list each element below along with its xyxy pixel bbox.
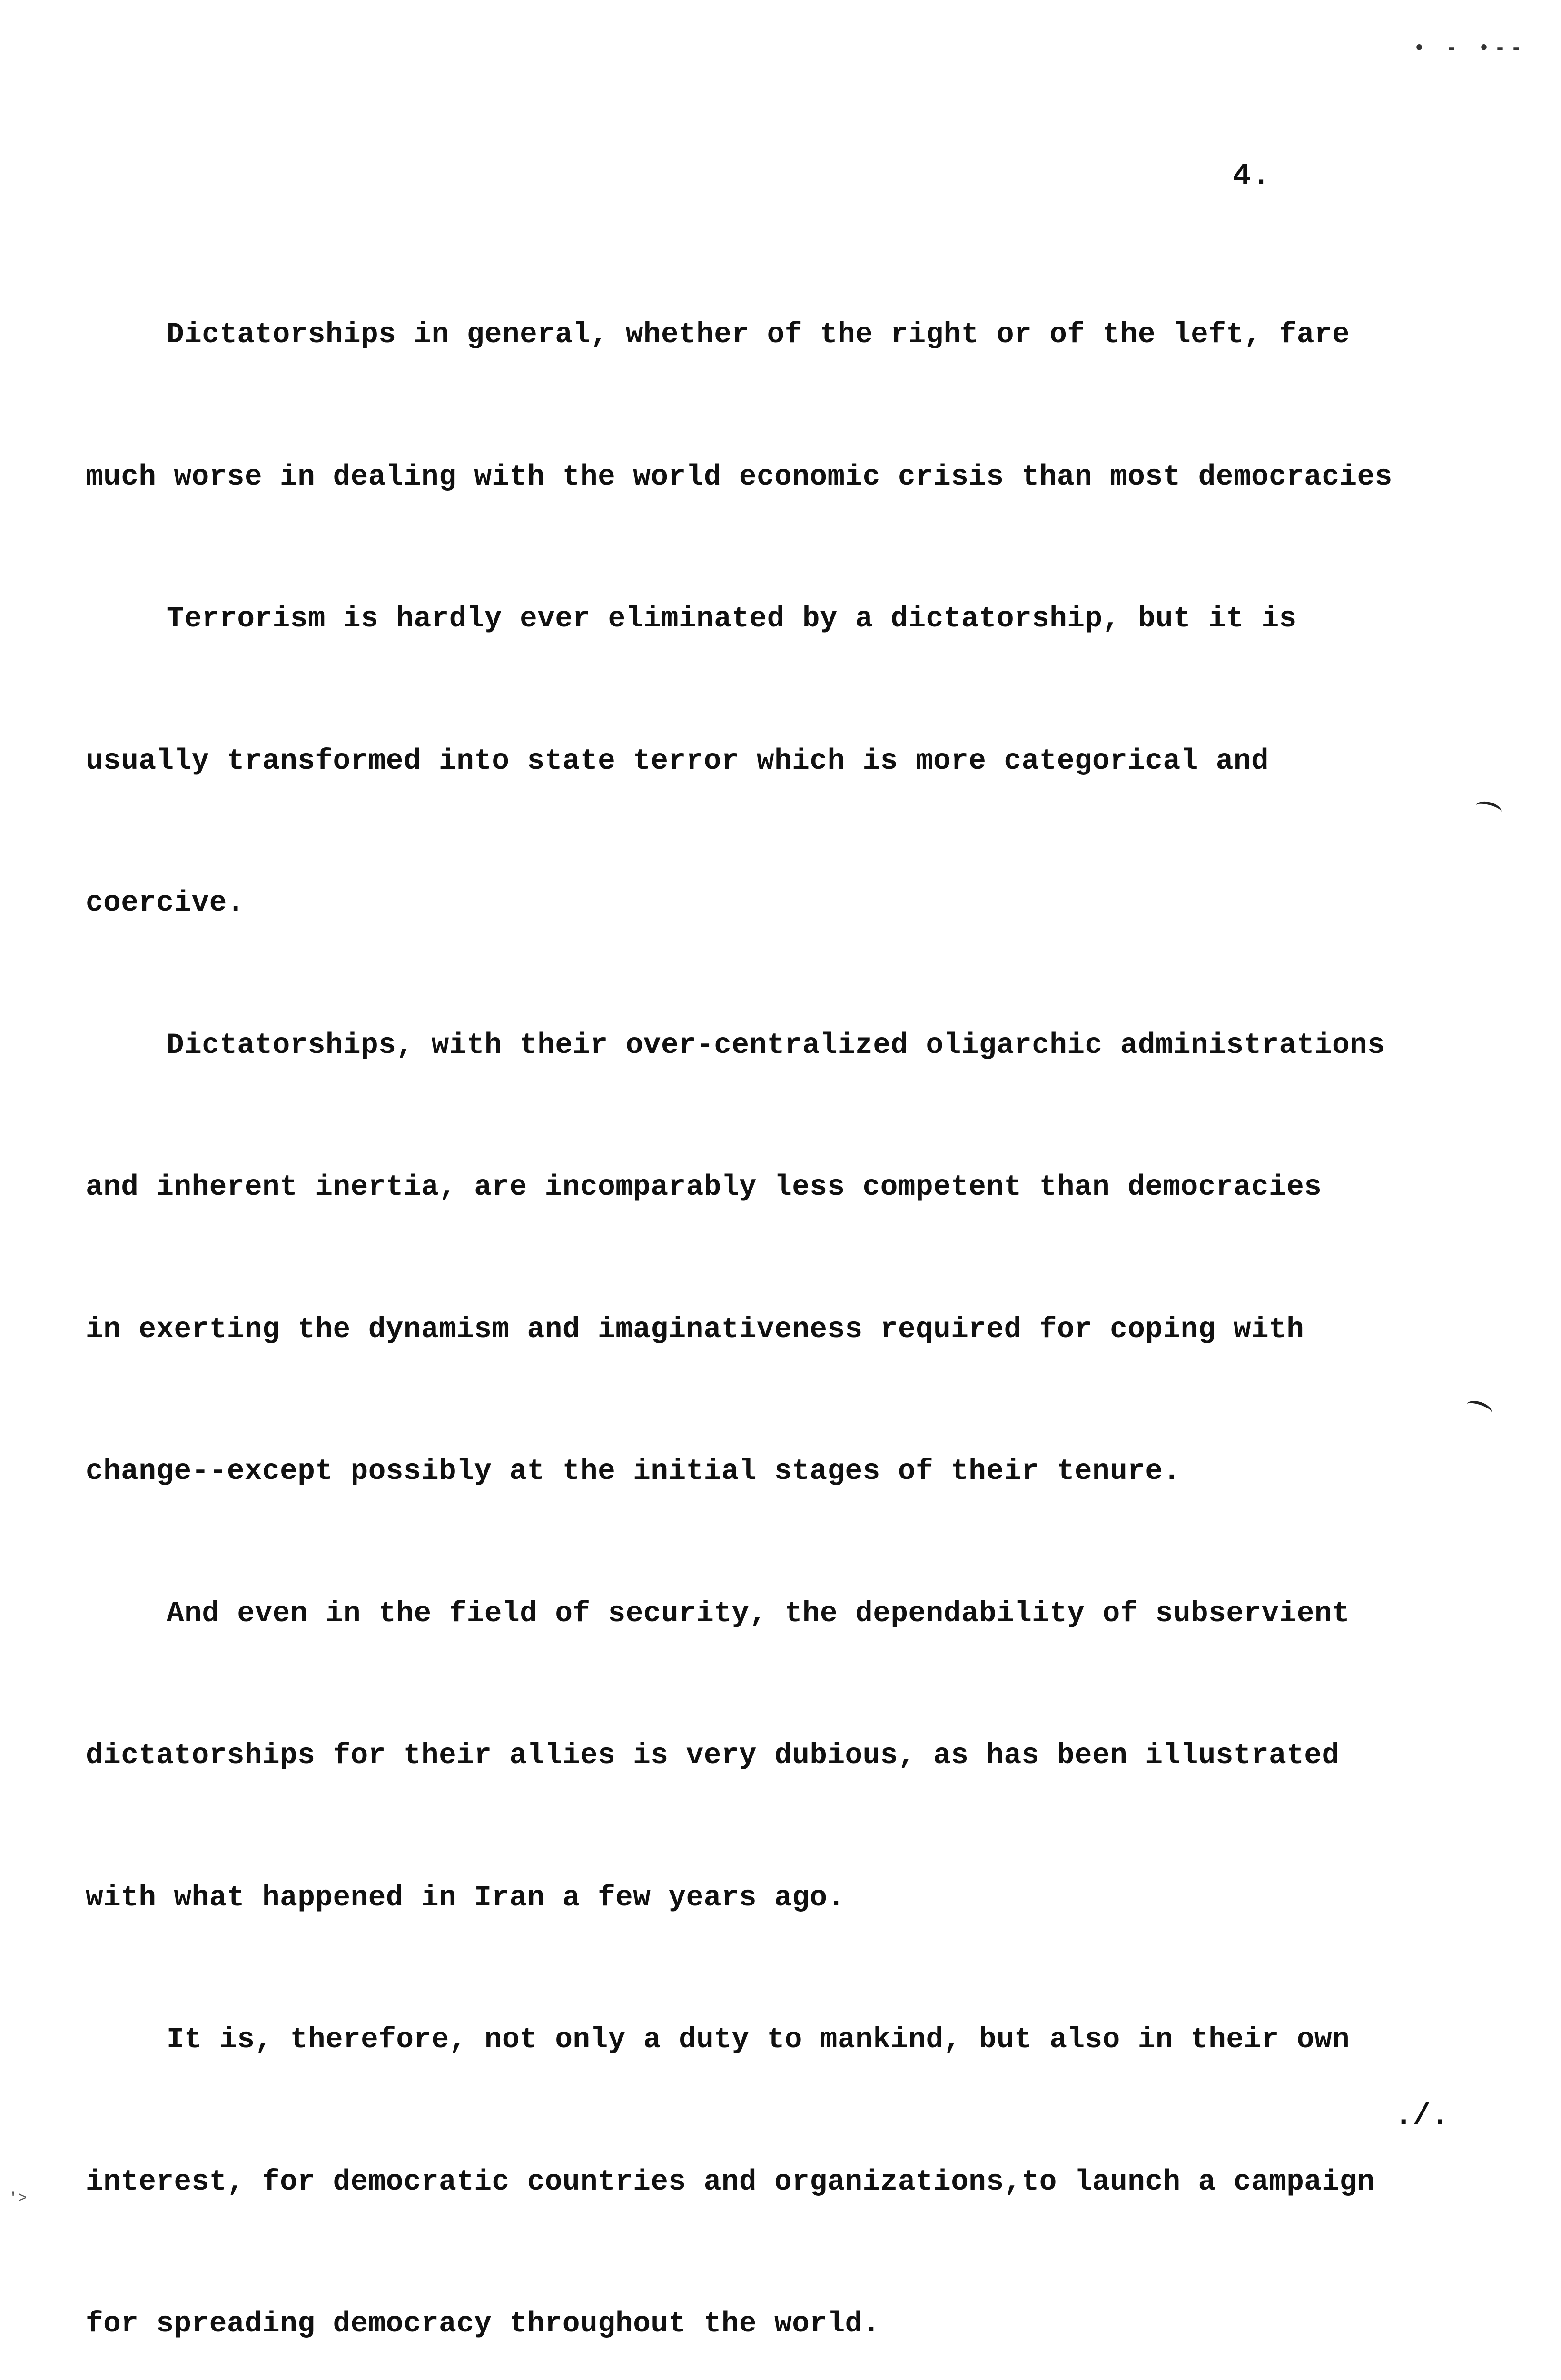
page-number: 4. — [1233, 159, 1271, 194]
text-line: Dictatorships, with their over-centralized oligarchic administrations — [167, 1029, 1385, 1062]
text-line: change--except possibly at the initial stages of their tenure. — [86, 1455, 1181, 1488]
text-line: in exerting the dynamism and imaginativeness required for coping with — [86, 1313, 1304, 1346]
text-line: Dictatorships in general, whether of the right or of the left, fare — [167, 318, 1350, 351]
text-line: It is, therefore, not only a duty to mankind, but also in their own — [167, 2023, 1350, 2056]
text-line: Terrorism is hardly ever eliminated by a dictatorship, but it is — [167, 603, 1297, 635]
continuation-mark: ./. — [1394, 2099, 1450, 2133]
text-line: much worse in dealing with the world economic crisis than most democracies — [86, 460, 1393, 494]
text-line: with what happened in Iran a few years ago. — [86, 1881, 845, 1914]
text-line: and inherent inertia, are incomparably less competent than democracies — [86, 1171, 1322, 1204]
text-line: interest, for democratic countries and organizations,to launch a campaign — [86, 2165, 1375, 2199]
text-line: And even in the field of security, the dependability of subservient — [167, 1597, 1350, 1630]
text-line: dictatorships for their allies is very dubious, as has been illustrated — [86, 1739, 1340, 1772]
corner-marks: • - •-- — [1413, 38, 1527, 60]
body-text — [86, 217, 1494, 2380]
text-line: for spreading democracy throughout the world. — [86, 2308, 880, 2340]
bottom-mark: '> — [9, 2190, 27, 2207]
text-line: coercive. — [86, 887, 245, 920]
text-line: usually transformed into state terror which is more categorical and — [86, 744, 1269, 778]
